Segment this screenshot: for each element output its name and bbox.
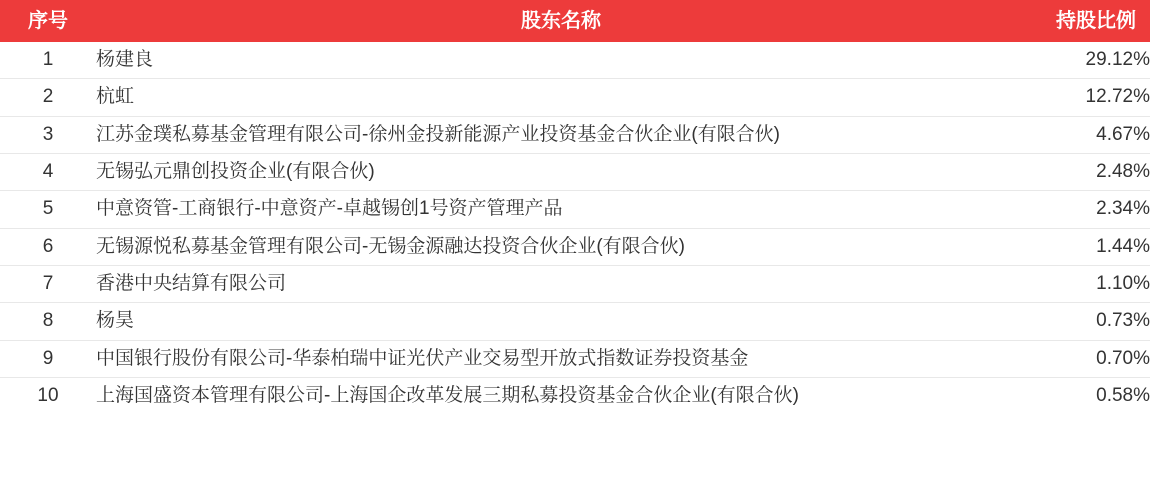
- row-index: 10: [37, 384, 59, 406]
- column-header-index: 序号: [0, 0, 96, 42]
- row-shareholding-ratio: 0.58%: [1096, 384, 1150, 406]
- row-index: 7: [0, 265, 96, 302]
- table-row: [0, 228, 1150, 265]
- table-row: [0, 303, 1150, 340]
- row-shareholding-ratio: 0.70%: [1026, 340, 1150, 377]
- column-header-name: 股东名称: [96, 0, 1026, 42]
- table-row: [0, 79, 1150, 116]
- row-shareholder-name: 上海国盛资本管理有限公司-上海国企改革发展三期私募投资基金合伙企业(有限合伙): [96, 384, 799, 406]
- row-shareholding-ratio: 2.34%: [1026, 191, 1150, 228]
- row-shareholding-ratio: 12.72%: [1026, 79, 1150, 116]
- row-shareholding-ratio: 1.10%: [1026, 265, 1150, 302]
- row-shareholder-name: 无锡弘元鼎创投资企业(有限合伙): [96, 153, 1026, 190]
- row-shareholder-name: 杨建良: [96, 42, 1026, 79]
- row-index: 6: [0, 228, 96, 265]
- row-shareholding-ratio: 4.67%: [1026, 116, 1150, 153]
- row-shareholding-ratio: 0.73%: [1026, 303, 1150, 340]
- row-shareholder-name: 香港中央结算有限公司: [96, 265, 1026, 302]
- table-row: [0, 153, 1150, 190]
- table-header: [0, 0, 1150, 42]
- column-header-ratio: 持股比例: [1026, 0, 1150, 42]
- row-shareholder-name: 中意资管-工商银行-中意资产-卓越锡创1号资产管理产品: [96, 191, 1026, 228]
- table-row: [0, 191, 1150, 228]
- row-shareholding-ratio: 1.44%: [1026, 228, 1150, 265]
- row-index: 9: [0, 340, 96, 377]
- row-shareholder-name: 无锡源悦私募基金管理有限公司-无锡金源融达投资合伙企业(有限合伙): [96, 228, 1026, 265]
- table-row: [0, 340, 1150, 377]
- row-shareholder-name: 杨昊: [96, 303, 1026, 340]
- table-row: [0, 42, 1150, 79]
- row-index: 1: [0, 42, 96, 79]
- row-shareholding-ratio: 29.12%: [1026, 42, 1150, 79]
- table-row: [0, 265, 1150, 302]
- row-shareholder-name: 中国银行股份有限公司-华泰柏瑞中证光伏产业交易型开放式指数证券投资基金: [96, 340, 1026, 377]
- table-body: [0, 42, 1150, 414]
- table-row: [0, 116, 1150, 153]
- row-shareholding-ratio: 2.48%: [1026, 153, 1150, 190]
- table-row: [0, 377, 1150, 414]
- row-index: 8: [0, 303, 96, 340]
- row-index: 3: [0, 116, 96, 153]
- row-index: 5: [0, 191, 96, 228]
- row-index: 2: [0, 79, 96, 116]
- row-index: 4: [0, 153, 96, 190]
- table-header-row: [0, 0, 1150, 42]
- row-shareholder-name: 杭虹: [96, 79, 1026, 116]
- row-shareholder-name: 江苏金璞私募基金管理有限公司-徐州金投新能源产业投资基金合伙企业(有限合伙): [96, 116, 1026, 153]
